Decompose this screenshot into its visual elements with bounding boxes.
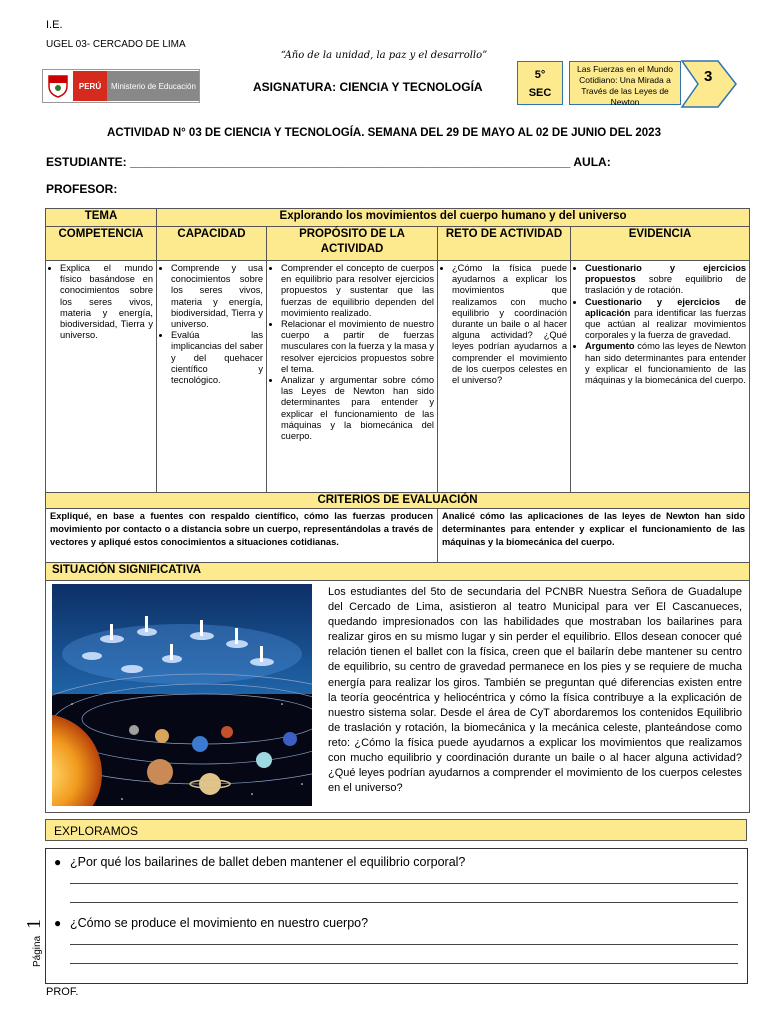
question-2: ¿Cómo se produce el movimiento en nuestro cuerpo? — [70, 916, 369, 930]
page-number: 1 — [23, 919, 45, 929]
answer-line[interactable] — [70, 883, 738, 884]
proposito-cell — [267, 261, 438, 493]
school-header — [46, 18, 186, 52]
list-item: • Relacionar el movimiento de nuestro cuerpo a partir de fuerzas musculares con la fuerza y la masa y resolver ejercicios propuestos sobre el tema. — [281, 319, 434, 375]
criterio-2: Analicé cómo las aplicaciones de las leyes de Newton han sido determinantes para entender y explicar el funcionamiento de las máquinas y la biomecánica del cuerpo. — [438, 509, 750, 563]
list-item: • Argumento cómo las leyes de Newton han sido determinantes para entender y explicar el funcionamiento de las máquinas y la biomecánica del cuerpo. — [585, 341, 746, 386]
peru-label: PERÚ — [73, 71, 107, 101]
list-item: • ¿Cómo la física puede ayudarnos a explicar los movimientos que realizamos con mucho equilibrio y coordinación durante un baile o al hacer alguna actividad? ¿Qué leyes podrían ayudarnos a comprender el movimiento de los cuerpos celestes en el universo? — [452, 263, 567, 386]
school-name: I.E. — [46, 19, 63, 31]
grade-box — [517, 61, 563, 105]
tema-value: Explorando los movimientos del cuerpo humano y del universo — [157, 209, 750, 227]
header-evidencia: EVIDENCIA — [571, 227, 750, 261]
answer-line[interactable] — [70, 902, 738, 903]
student-line: ESTUDIANTE: __________________________________________________________________ AULA: — [46, 155, 611, 169]
footer-prof: PROF. — [46, 986, 79, 998]
header-reto: RETO DE ACTIVIDAD — [438, 227, 571, 261]
answer-line[interactable] — [70, 963, 738, 964]
list-item: • Explica el mundo físico basándose en conocimientos sobre los seres vivos, materia y energía, biodiversidad, Tierra y universo. — [60, 263, 153, 341]
bullet-icon: ● — [54, 916, 62, 930]
questions-box — [45, 848, 748, 984]
level-label: SEC — [528, 87, 552, 99]
bullet-icon: ● — [54, 855, 62, 869]
list-item: • Evalúa las implicancias del saber y del quehacer científico y tecnológico. — [171, 330, 263, 386]
list-item: • Comprender el concepto de cuerpos en equilibrio para resolver ejercicios propuestos y sustentar que las fuerzas de equilibrio dependen del movimiento realizado. — [281, 263, 434, 319]
question-1: ¿Por qué los bailarines de ballet deben mantener el equilibrio corporal? — [70, 855, 466, 869]
peru-shield-icon — [43, 71, 73, 101]
exploramos-label: EXPLORAMOS — [45, 819, 747, 841]
reto-cell — [438, 261, 571, 493]
ministry-label: Ministerio de Educación — [107, 71, 199, 101]
competencia-cell — [46, 261, 157, 493]
subject-title: ASIGNATURA: CIENCIA Y TECNOLOGÍA — [253, 80, 483, 94]
page-number-label — [6, 905, 56, 975]
activity-title: ACTIVIDAD N° 03 DE CIENCIA Y TECNOLOGÍA. SEMANA DEL 29 DE MAYO AL 02 DE JUNIO DEL 2023 — [107, 127, 661, 139]
header-proposito: PROPÓSITO DE LA ACTIVIDAD — [267, 227, 438, 261]
ministry-logo — [42, 69, 200, 103]
header-capacidad: CAPACIDAD — [157, 227, 267, 261]
situacion-label: SITUACIÓN SIGNIFICATIVA — [46, 563, 750, 581]
list-item: • Comprende y usa conocimientos sobre los seres vivos, materia y energía, biodiversidad, Tierra y universo. — [171, 263, 263, 330]
grade-label: 5° — [534, 69, 546, 81]
ugel-name: UGEL 03- CERCADO DE LIMA — [46, 39, 186, 50]
evidencia-cell — [571, 261, 750, 493]
criterios-label: CRITERIOS DE EVALUACIÓN — [46, 493, 750, 509]
tema-label: TEMA — [46, 209, 157, 227]
unit-title-box: Las Fuerzas en el Mundo Cotidiano: Una Mirada a Través de las Leyes de Newton — [569, 61, 681, 105]
answer-line[interactable] — [70, 944, 738, 945]
teacher-line: PROFESOR: — [46, 182, 118, 196]
criterio-1: Expliqué, en base a fuentes con respaldo científico, cómo las fuerzas producen movimiento por contacto o a distancia sobre un cuerpo, representándolas a través de vectores y apliqué estos conocimientos a situaciones cotidianas. — [46, 509, 438, 563]
list-item: • Cuestionario y ejercicios de aplicación para identificar las fuerzas que actúan al realizar movimientos corporales y la fuerza de gravedad. — [585, 297, 746, 342]
year-motto: “Año de la unidad, la paz y el desarrollo” — [280, 50, 488, 61]
situacion-text: Los estudiantes del 5to de secundaria del PCNBR Nuestra Señora de Guadalupe del Cercado de Lima, asistieron al teatro Municipal para ver El Cascanueces, quedando impresionados con las habilidades que mostraban los bailarines para realizar giros en su mismo lugar y sin perder el equilibrio. Ellos desean conocer qué relación tienen el ballet con la física, creen que el bailarín debe mantener su centro de equilibrio, su centro de gravedad permanece en los pies y se requiere de mucha energía para realizar los giros. También se preguntan qué diferencias existen entre la teoría geocéntrica y heliocéntrica y cómo la física contribuye a la explicación de nuestro sistema solar. Desde el área de CyT abordaremos los contenidos Equilibrio de traslación y rotación, la biomecánica y la mecánica celeste, planteándose como reto: ¿Cómo la física puede ayudarnos a explicar los movimientos que realizamos con mucho equilibrio y coordinación durante un baile o al hacer alguna actividad? ¿Qué leyes podrían ayudarnos a comprender el movimiento de los cuerpos celestes en el universo? — [328, 586, 742, 795]
page-label: Página — [32, 935, 43, 967]
capacidad-cell — [157, 261, 267, 493]
list-item: • Analizar y argumentar sobre cómo las Leyes de Newton han sido determinantes para entender y explicar el funcionamiento de las máquinas y la biomecánica del cuerpo. — [281, 375, 434, 442]
list-item: • Cuestionario y ejercicios propuestos sobre equilibrio de traslación y de rotación. — [585, 263, 746, 297]
ballet-solar-system-image — [52, 584, 312, 806]
header-competencia: COMPETENCIA — [46, 227, 157, 261]
unit-number: 3 — [704, 68, 713, 85]
